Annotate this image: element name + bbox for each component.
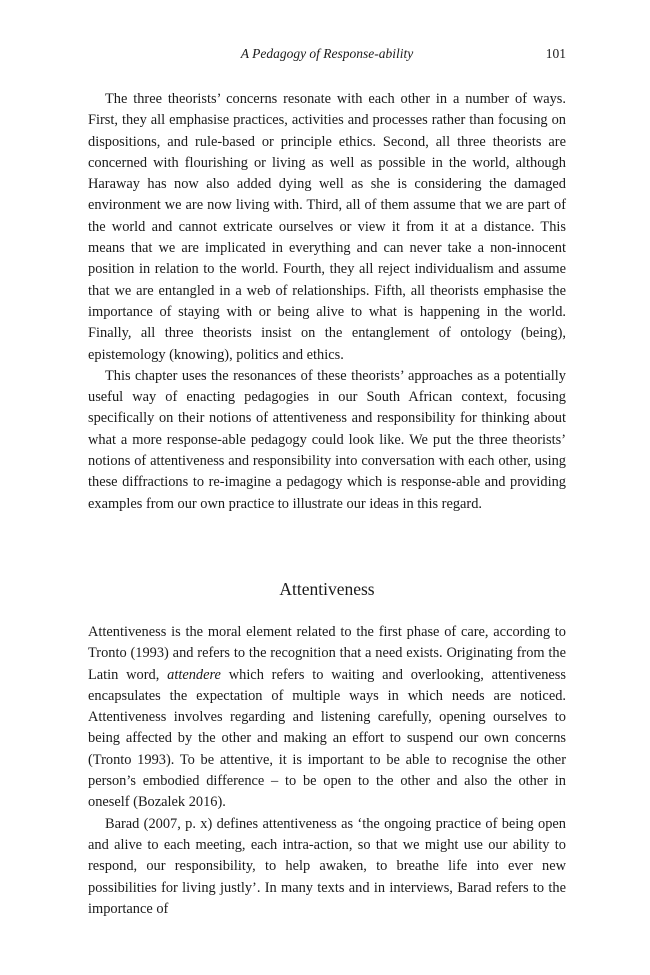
paragraph: This chapter uses the resonances of these theorists’ approaches as a potentially useful way of enacting pedagogies in our South African context, focusing specifically on their notions of attentiveness and responsibility for thinking about what a more response-able pedagogy could look like. We put the three theorists’ notions of attentiveness and responsibility into conversation with each other, using these diffractions to re-imagine a pedagogy which is response-able and providing examples from our own practice to illustrate our ideas in this regard. [88,367,566,512]
italic-term: attendere [167,666,221,683]
paragraph [88,622,566,814]
opening-text-block [88,89,566,515]
paragraph: Barad (2007, p. x) defines attentiveness as ‘the ongoing practice of being open and alive to each meeting, each intra-action, so that we might use our ability to respond, our responsibility, to help awaken, to breathe life into ever new possibilities for living justly’. In many texts and in interviews, Barad refers to the importance of [88,815,566,917]
text-run: which refers to waiting and overlooking, attentiveness encapsulates the expectation of multiple ways in which needs are noticed. Attentiveness involves regarding and listening carefully, opening ourselves to being affected by the other and making an effort to suspend our own concerns (Tronto 1993). To be attentive, it is important to be able to recognise the other person’s embodied difference – to be open to the other and also the other in oneself (Bozalek 2016). [88,666,566,811]
section-text-block [88,622,566,920]
running-title: A Pedagogy of Response-ability [240,46,414,61]
running-head [88,44,566,64]
section-heading: Attentiveness [279,579,375,599]
paragraph: The three theorists’ concerns resonate with each other in a number of ways. First, they all emphasise practices, activities and processes rather than focusing on dispositions, and rule-based or principle ethics. Second, all three theorists are concerned with flourishing or living as well as possible in the world, although Haraway has now also added dying well as she is considering the damaged environment we are now living with. Third, all of them assume that we are part of the world and cannot extricate ourselves or view it from it at a distance. This means that we are implicated in everything and can never take a non-innocent position in relation to the world. Fourth, they all reject individualism and assume that we are entangled in a web of relationships. Fifth, all theorists emphasise the importance of staying with or being alive to what is happening in the world. Finally, all three theorists insist on the entanglement of ontology (being), epistemology (knowing), politics and ethics. [88,91,566,363]
text-run: Attentiveness is the moral element related to the first phase of care, according to Tronto (1993) and refers to the recognition that a need exists. Originating from the Latin word, [88,624,566,683]
page-number: 101 [545,46,566,61]
